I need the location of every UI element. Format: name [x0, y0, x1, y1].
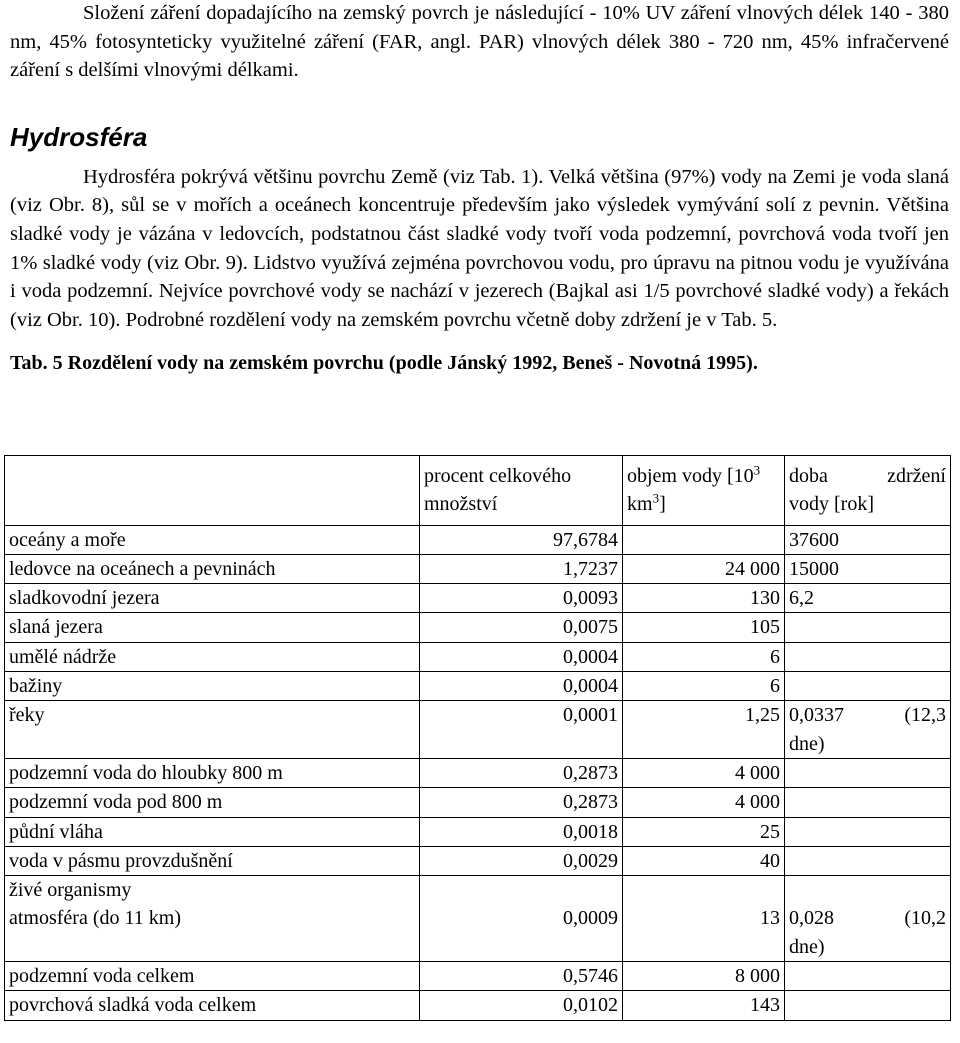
table-row — [5, 554, 951, 583]
row-name: podzemní voda celkem — [5, 962, 420, 991]
row-residence — [785, 817, 951, 846]
table-row — [5, 584, 951, 613]
table-row — [5, 642, 951, 671]
table-header-row — [5, 456, 951, 526]
row-percent: 0,0029 — [420, 846, 623, 875]
row-name: živé organismy atmosféra (do 11 km) — [5, 876, 420, 962]
row-residence — [785, 788, 951, 817]
row-percent: 1,7237 — [420, 554, 623, 583]
row-name: voda v pásmu provzdušnění — [5, 846, 420, 875]
row-residence — [785, 672, 951, 701]
row-residence — [785, 613, 951, 642]
row-volume: 25 — [623, 817, 785, 846]
row-name: podzemní voda do hloubky 800 m — [5, 758, 420, 787]
water-distribution-table — [4, 455, 951, 1021]
row-residence — [785, 991, 951, 1020]
row-percent: 0,0093 — [420, 584, 623, 613]
section-paragraph: Hydrosféra pokrývá většinu povrchu Země (viz Tab. 1). Velká většina (97%) vody na Zemi je voda slaná (viz Obr. 8), sůl se v mořích a oceánech koncentruje především jako výsledek vymývání solí z pevnin. Většina sladké vody je vázána v ledovcích, podstatnou část sladké vody tvoří voda podzemní, povrchová voda tvoří jen 1% sladké vody (viz Obr. 9). Lidstvo využívá zejména povrchovou vodu, pro úpravu na pitnou vodu je využívána i voda podzemní. Nejvíce povrchové vody se nachází v jezerech (Bajkal asi 1/5 povrchové sladké vody) a řekách (viz Obr. 10). Podrobné rozdělení vody na zemském povrchu včetně doby zdržení je v Tab. 5. — [10, 165, 949, 331]
row-percent: 0,0102 — [420, 991, 623, 1020]
row-volume: 24 000 — [623, 554, 785, 583]
table-row — [5, 701, 951, 759]
row-volume: 1,25 — [623, 701, 785, 759]
table-row — [5, 758, 951, 787]
row-residence: 0,028 (10,2 dne) — [785, 876, 951, 962]
row-percent: 0,0018 — [420, 817, 623, 846]
row-percent: 0,0004 — [420, 642, 623, 671]
row-name: ledovce na oceánech a pevninách — [5, 554, 420, 583]
row-volume: 4 000 — [623, 788, 785, 817]
row-residence: 15000 — [785, 554, 951, 583]
row-name: oceány a moře — [5, 525, 420, 554]
row-name: sladkovodní jezera — [5, 584, 420, 613]
table-row — [5, 991, 951, 1020]
row-percent: 0,0009 — [420, 876, 623, 962]
row-residence — [785, 642, 951, 671]
row-volume: 130 — [623, 584, 785, 613]
row-volume: 4 000 — [623, 758, 785, 787]
row-residence: 37600 — [785, 525, 951, 554]
row-volume: 40 — [623, 846, 785, 875]
row-name: podzemní voda pod 800 m — [5, 788, 420, 817]
row-percent: 0,0004 — [420, 672, 623, 701]
table-row — [5, 962, 951, 991]
table-row — [5, 672, 951, 701]
row-residence — [785, 962, 951, 991]
row-residence — [785, 758, 951, 787]
row-percent: 97,6784 — [420, 525, 623, 554]
row-percent: 0,2873 — [420, 758, 623, 787]
row-name: povrchová sladká voda celkem — [5, 991, 420, 1020]
row-volume: 105 — [623, 613, 785, 642]
row-name: umělé nádrže — [5, 642, 420, 671]
section-heading: Hydrosféra — [10, 121, 148, 152]
row-volume — [623, 525, 785, 554]
row-percent: 0,0001 — [420, 701, 623, 759]
header-empty-cell — [5, 456, 420, 526]
table-row — [5, 817, 951, 846]
row-volume: 8 000 — [623, 962, 785, 991]
table-row — [5, 788, 951, 817]
row-volume: 143 — [623, 991, 785, 1020]
row-name: slaná jezera — [5, 613, 420, 642]
table-row — [5, 876, 951, 962]
row-name: půdní vláha — [5, 817, 420, 846]
row-percent: 0,5746 — [420, 962, 623, 991]
row-percent: 0,0075 — [420, 613, 623, 642]
row-residence — [785, 846, 951, 875]
table-row — [5, 846, 951, 875]
row-residence: 0,0337 (12,3 dne) — [785, 701, 951, 759]
row-name: bažiny — [5, 672, 420, 701]
row-name: řeky — [5, 701, 420, 759]
document-page — [10, 0, 949, 376]
table-caption: Tab. 5 Rozdělení vody na zemském povrchu (podle Jánský 1992, Beneš - Novotná 1995). — [10, 352, 758, 375]
row-volume: 6 — [623, 672, 785, 701]
table-row — [5, 613, 951, 642]
row-volume: 6 — [623, 642, 785, 671]
row-percent: 0,2873 — [420, 788, 623, 817]
row-residence: 6,2 — [785, 584, 951, 613]
row-volume: 13 — [623, 876, 785, 962]
header-residence: doba zdržení vody [rok] — [785, 456, 951, 526]
header-volume: objem vody [$10^3$ $km^3$] — [623, 456, 785, 526]
table-row — [5, 525, 951, 554]
header-percent: procent celkového množství — [420, 456, 623, 526]
intro-paragraph: Složení záření dopadajícího na zemský povrch je následující - 10% UV záření vlnových délek 140 - 380 nm, 45% fotosynteticky využitelné záření (FAR, angl. PAR) vlnových délek 380 - 720 nm, 45% infračervené záření s delšími vlnovými délkami. — [10, 2, 949, 82]
